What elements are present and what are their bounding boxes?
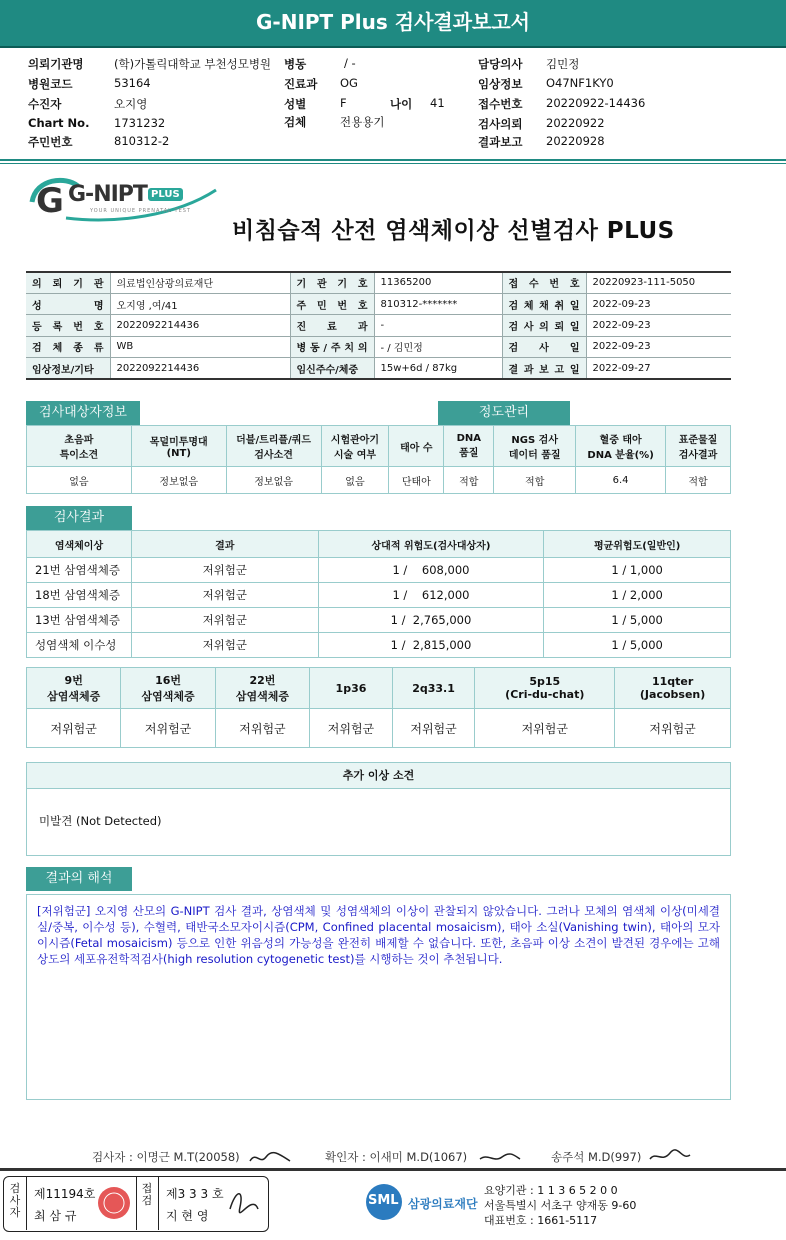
info-value: 20220923-111-5050 bbox=[586, 272, 731, 293]
subject-header-cell: 시험관아기 시술 여부 bbox=[321, 426, 389, 467]
report-title-bar bbox=[0, 0, 786, 46]
result-result-cell: 저위험군 bbox=[131, 608, 318, 633]
signature-director: 송주석 M.D(997) bbox=[551, 1150, 642, 1164]
value-clinical-info: O47NF1KY0 bbox=[546, 76, 614, 90]
value-resident-no: 810312-2 bbox=[114, 134, 170, 148]
info-row bbox=[26, 272, 731, 293]
result-name-cell: 13번 삼염색체증 bbox=[27, 608, 132, 633]
result-header-cell: 결과 bbox=[131, 531, 318, 558]
subject-value-cell: 적합 bbox=[494, 467, 576, 494]
info-label: 기 관 기 호 bbox=[290, 272, 374, 293]
micro-value-cell: 저위험군 bbox=[310, 709, 393, 748]
header-divider-thin bbox=[0, 163, 786, 164]
label-age: 나이 bbox=[390, 97, 413, 111]
signature-mark-icon bbox=[648, 1149, 692, 1165]
signature-mark-icon bbox=[478, 1151, 522, 1165]
label-resident-no: 주민번호 bbox=[28, 135, 73, 149]
sml-foundation-name: 삼광의료재단 bbox=[408, 1197, 478, 1211]
subject-value-cell: 적합 bbox=[666, 467, 731, 494]
table-row bbox=[27, 583, 731, 608]
result-avg-cell: 1 / 5,000 bbox=[544, 633, 731, 658]
logo-brand: G-NIPT bbox=[68, 182, 147, 207]
result-avg-cell: 1 / 5,000 bbox=[544, 608, 731, 633]
info-value: 2022-09-23 bbox=[586, 336, 731, 357]
subject-value-cell: 단태아 bbox=[389, 467, 444, 494]
info-value: - bbox=[374, 315, 502, 336]
label-sex: 성별 bbox=[284, 97, 307, 111]
subject-value-cell: 적합 bbox=[444, 467, 494, 494]
micro-value-cell: 저위험군 bbox=[27, 709, 121, 748]
signature-examiner: 검사자 : 이명근 M.T(20058) bbox=[92, 1150, 240, 1164]
tab-interpretation: 결과의 해석 bbox=[26, 867, 132, 891]
info-value: 2022092214436 bbox=[110, 358, 290, 379]
result-result-cell: 저위험군 bbox=[131, 558, 318, 583]
value-ward: / - bbox=[344, 56, 356, 70]
result-rel-cell: 1 / 2,815,000 bbox=[318, 633, 544, 658]
info-label: 진 료 과 bbox=[290, 315, 374, 336]
value-report-date: 20220928 bbox=[546, 134, 605, 148]
value-institution: (학)가톨릭대학교 부천성모병원 bbox=[114, 57, 272, 71]
value-patient: 오지영 bbox=[114, 97, 148, 111]
subject-value-cell: 정보없음 bbox=[131, 467, 226, 494]
info-value: 2022-09-27 bbox=[586, 358, 731, 379]
info-row bbox=[26, 336, 731, 357]
info-value: - / 김민정 bbox=[374, 336, 502, 357]
title-divider bbox=[0, 46, 786, 48]
result-avg-cell: 1 / 2,000 bbox=[544, 583, 731, 608]
additional-findings-text: 미발견 (Not Detected) bbox=[39, 814, 162, 828]
info-label: 결 과 보 고 일 bbox=[502, 358, 586, 379]
info-label: 접 수 번 호 bbox=[502, 272, 586, 293]
value-age: 41 bbox=[430, 96, 445, 110]
interpretation-text: [저위험군] 오지영 산모의 G-NIPT 검사 결과, 상염색체 및 성염색체의 이상이 관찰되지 않았습니다. 그러나 모체의 염색체 이상(미세결실/중복, 이수성 등), 수혈력, 태반국소모자이시즘(CPM, Confined placental mosaicism), 태아 소실(Vanishing twin), 태아의 모자이시즘(Fetal mosaicism) 등으로 인한 위음성의 가능성을 완전히 배제할 수 없습니다. 또한, 초음파 이상 소견이 발견된 경우에는 고해상도의 세포유전학적검사(high resolution cytogenetic test)를 시행하는 것이 추천됩니다. bbox=[26, 894, 731, 1100]
result-avg-cell: 1 / 1,000 bbox=[544, 558, 731, 583]
logo-plus: PLUS bbox=[148, 188, 183, 201]
gnipt-logo bbox=[26, 172, 226, 226]
micro-value-cell: 저위험군 bbox=[215, 709, 309, 748]
label-hospital-code: 병원코드 bbox=[28, 77, 73, 91]
info-label: 등 록 번 호 bbox=[26, 315, 110, 336]
value-department: OG bbox=[340, 76, 358, 90]
tab-subject-info: 검사대상자정보 bbox=[26, 401, 140, 425]
label-clinical-info: 임상정보 bbox=[478, 77, 523, 91]
sml-logo-text: SML bbox=[368, 1193, 399, 1208]
info-label: 성 명 bbox=[26, 293, 110, 314]
footer-line-code: 요양기관 : 1 1 3 6 5 2 0 0 bbox=[484, 1184, 618, 1197]
table-row bbox=[27, 608, 731, 633]
logo-tagline: YOUR UNIQUE PRENATAL TEST bbox=[90, 208, 191, 214]
info-row bbox=[26, 358, 731, 379]
result-result-cell: 저위험군 bbox=[131, 633, 318, 658]
micro-header-cell: 22번 삼염색체증 bbox=[215, 668, 309, 709]
signature-verifier: 확인자 : 이새미 M.D(1067) bbox=[325, 1150, 468, 1164]
micro-header-cell: 1p36 bbox=[310, 668, 393, 709]
info-value: 11365200 bbox=[374, 272, 502, 293]
svg-text:G: G bbox=[36, 181, 64, 221]
stamp-name-2: 지 현 영 bbox=[166, 1209, 209, 1223]
info-label: 임상정보/기타 bbox=[26, 358, 110, 379]
info-value: 2022092214436 bbox=[110, 315, 290, 336]
value-sex: F bbox=[340, 96, 347, 110]
info-value: 2022-09-23 bbox=[586, 315, 731, 336]
header-divider bbox=[0, 159, 786, 161]
microdeletion-table bbox=[26, 667, 731, 748]
subject-value-cell: 없음 bbox=[321, 467, 389, 494]
result-name-cell: 성염색체 이수성 bbox=[27, 633, 132, 658]
label-chart-no: Chart No. bbox=[28, 116, 90, 130]
micro-header-cell: 11qter (Jacobsen) bbox=[615, 668, 731, 709]
subject-value-cell: 정보없음 bbox=[226, 467, 321, 494]
info-value: 2022-09-23 bbox=[586, 293, 731, 314]
result-header-cell: 상대적 위험도(검사대상자) bbox=[318, 531, 544, 558]
value-specimen: 전용용기 bbox=[340, 115, 385, 129]
info-row bbox=[26, 315, 731, 336]
result-rel-cell: 1 / 608,000 bbox=[318, 558, 544, 583]
header-info bbox=[0, 52, 786, 152]
report-title: G-NIPT Plus 검사결과보고서 bbox=[255, 10, 531, 34]
patient-info-table bbox=[26, 271, 731, 380]
result-name-cell: 21번 삼염색체증 bbox=[27, 558, 132, 583]
subject-header-cell: 더블/트리플/쿼드 검사소견 bbox=[226, 426, 321, 467]
footer-divider bbox=[0, 1168, 786, 1171]
info-value: 오지영 ,여/41 bbox=[110, 293, 290, 314]
info-label: 주 민 번 호 bbox=[290, 293, 374, 314]
micro-value-cell: 저위험군 bbox=[475, 709, 615, 748]
footer-line-phone: 대표번호 : 1661-5117 bbox=[484, 1214, 598, 1227]
label-specimen: 검체 bbox=[284, 115, 307, 129]
result-rel-cell: 1 / 612,000 bbox=[318, 583, 544, 608]
signature-row bbox=[0, 1146, 786, 1166]
certification-stamp-box bbox=[3, 1176, 269, 1232]
tab-test-results: 검사결과 bbox=[26, 506, 132, 530]
seal-icon bbox=[96, 1185, 132, 1221]
value-request-date: 20220922 bbox=[546, 116, 605, 130]
subject-header-cell: 태아 수 bbox=[389, 426, 444, 467]
value-hospital-code: 53164 bbox=[114, 76, 151, 90]
value-receipt-no: 20220922-14436 bbox=[546, 96, 646, 110]
micro-header-cell: 9번 삼염색체증 bbox=[27, 668, 121, 709]
subject-header-cell: DNA 품질 bbox=[444, 426, 494, 467]
subject-header-cell: 목덜미투명대 (NT) bbox=[131, 426, 226, 467]
label-patient: 수진자 bbox=[28, 97, 62, 111]
main-report-title: 비침습적 산전 염색체이상 선별검사 PLUS bbox=[232, 218, 675, 244]
label-doctor: 담당의사 bbox=[478, 57, 523, 71]
label-department: 진료과 bbox=[284, 77, 318, 91]
subject-value-cell: 없음 bbox=[27, 467, 132, 494]
info-value: 810312-******* bbox=[374, 293, 502, 314]
table-row bbox=[27, 558, 731, 583]
micro-header-cell: 2q33.1 bbox=[392, 668, 475, 709]
info-value: 15w+6d / 87kg bbox=[374, 358, 502, 379]
subject-header-cell: 초음파 특이소견 bbox=[27, 426, 132, 467]
info-label: 의 뢰 기 관 bbox=[26, 272, 110, 293]
info-label: 검 사 의 뢰 일 bbox=[502, 315, 586, 336]
micro-value-cell: 저위험군 bbox=[121, 709, 215, 748]
subject-header-cell: 혈중 태아 DNA 분율(%) bbox=[576, 426, 666, 467]
label-receipt-no: 접수번호 bbox=[478, 97, 523, 111]
label-institution: 의뢰기관명 bbox=[28, 57, 84, 71]
subject-value-cell: 6.4 bbox=[576, 467, 666, 494]
info-label: 임신주수/체중 bbox=[290, 358, 374, 379]
result-rel-cell: 1 / 2,765,000 bbox=[318, 608, 544, 633]
subject-header-cell: NGS 검사 데이터 품질 bbox=[494, 426, 576, 467]
footer-contact bbox=[484, 1183, 636, 1228]
stamp-name-1: 최 삼 규 bbox=[34, 1209, 77, 1223]
info-value: WB bbox=[110, 336, 290, 357]
result-result-cell: 저위험군 bbox=[131, 583, 318, 608]
additional-findings-title: 추가 이상 소견 bbox=[27, 763, 730, 789]
result-header-cell: 염색체이상 bbox=[27, 531, 132, 558]
label-request-date: 검사의뢰 bbox=[478, 117, 523, 131]
footer-line-address: 서울특별시 서초구 양재동 9-60 bbox=[484, 1199, 637, 1212]
table-row bbox=[27, 633, 731, 658]
result-name-cell: 18번 삼염색체증 bbox=[27, 583, 132, 608]
value-doctor: 김민정 bbox=[546, 57, 580, 71]
subject-header-cell: 표준물질 검사결과 bbox=[666, 426, 731, 467]
micro-header-cell: 16번 삼염색체증 bbox=[121, 668, 215, 709]
stamp-label-examiner: 검사자 bbox=[9, 1182, 21, 1219]
info-label: 검 체 채 취 일 bbox=[502, 293, 586, 314]
value-chart-no: 1731232 bbox=[114, 116, 166, 130]
info-value: 의료법인삼광의료재단 bbox=[110, 272, 290, 293]
signature-mark-icon bbox=[248, 1151, 292, 1165]
tab-quality-control: 정도관리 bbox=[438, 401, 570, 425]
stamp-license-2: 제3 3 3 호 bbox=[166, 1187, 224, 1201]
micro-value-cell: 저위험군 bbox=[392, 709, 475, 748]
stamp-license-1: 제11194호 bbox=[34, 1187, 96, 1201]
handwritten-signature-icon bbox=[226, 1187, 262, 1217]
label-report-date: 결과보고 bbox=[478, 135, 523, 149]
additional-findings-box bbox=[26, 762, 731, 856]
info-label: 검 체 종 류 bbox=[26, 336, 110, 357]
info-label: 병 동 / 주 치 의 bbox=[290, 336, 374, 357]
results-table bbox=[26, 530, 731, 658]
info-row bbox=[26, 293, 731, 314]
label-ward: 병동 bbox=[284, 57, 307, 71]
micro-header-cell: 5p15 (Cri-du-chat) bbox=[475, 668, 615, 709]
stamp-label-2: 접 검 bbox=[141, 1182, 153, 1207]
info-label: 검 사 일 bbox=[502, 336, 586, 357]
result-header-cell: 평균위험도(일반인) bbox=[544, 531, 731, 558]
subject-info-table bbox=[26, 425, 731, 494]
micro-value-cell: 저위험군 bbox=[615, 709, 731, 748]
